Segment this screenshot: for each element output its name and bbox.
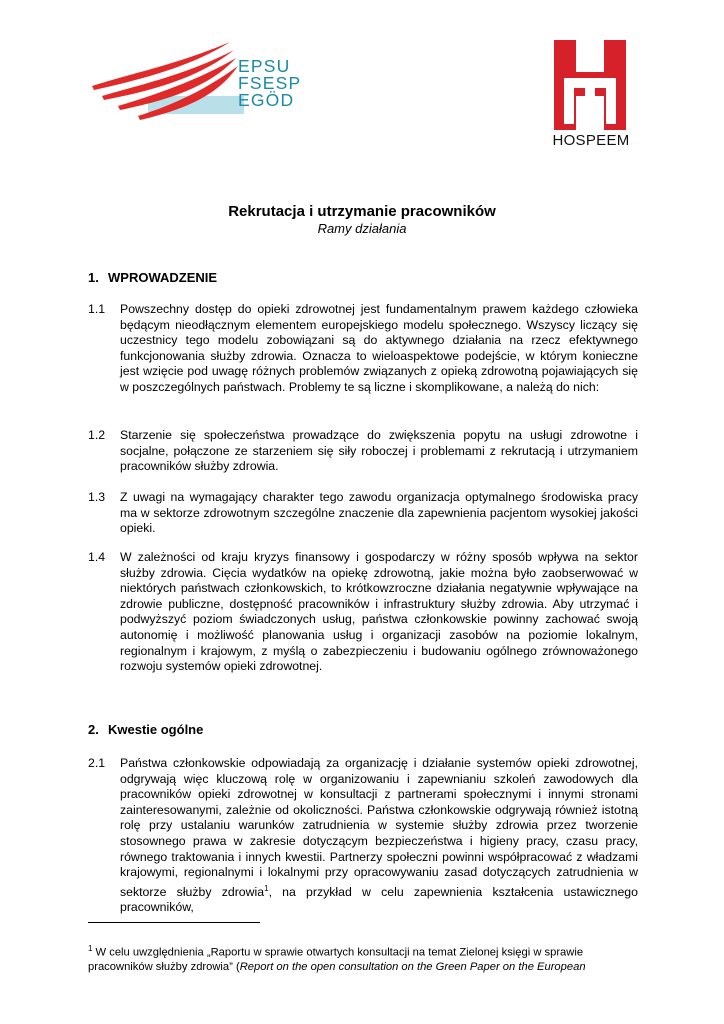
footnote-reference[interactable]: 1 <box>264 883 269 893</box>
footnote-divider <box>88 922 260 923</box>
paragraph-text: W zależności od kraju kryzys finansowy i gospodarczy w różny sposób wpływa na sektor służby zdrowia. Cięcia wydatków na opiekę zdrowotną, jakie można było zaobserwować w niektórych państwach członkowskich, to krótkowzroczne działania negatywnie wpływające na zdrowie publiczne, dostępność pracowników i infrastruktury służby zdrowia. Aby utrzymać i podwyższyć poziom świadczonych usług, państwa członkowskie powinny zachować swoją autonomię i możliwość planowania usług i organizacji zasobów na poziomie lokalnym, regionalnym i krajowym, z myślą o zabezpieczeniu i budowaniu ogólnego zrównoważonego rozwoju systemów opieki zdrowotnej. <box>120 550 638 674</box>
footnote-text: W celu uwzględnienia „Raportu w sprawie otwartych konsultacji na temat Zielonej księgi w sprawie pracowników służby zdrowia” ( <box>88 946 584 973</box>
paragraph <box>88 756 638 916</box>
paragraph <box>88 428 638 475</box>
paragraph <box>88 302 638 396</box>
section-heading <box>88 270 217 285</box>
paragraph-text-main: Państwa członkowskie odpowiadają za organizację i działanie systemów opieki zdrowotnej, odgrywają więc kluczową rolę w organizowaniu i zapewnianiu szkoleń zawodowych dla pracowników opieki zdrowotnej w konsultacji z partnerami społecznymi i innymi stronami zainteresowanymi, zależnie od okoliczności. Państwa członkowskie odgrywają również istotną rolę przy ustalaniu warunków zatrudnienia w systemie służby zdrowia przez tworzenie stosownego prawa w zakresie dotyczącym bezpieczeństwa i higieny pracy, czasu pracy, równego traktowania i innych kwestii. Partnerzy społeczni powinni współpracować z władzami krajowymi, regionalnymi i lokalnymi przy opracowywaniu zasad dotyczących zatrudnienia w sektorze służby zdrowia <box>120 756 638 899</box>
paragraph-number: 2.1 <box>88 756 106 770</box>
paragraph <box>88 490 638 537</box>
epsu-line: EPSU <box>238 56 291 76</box>
hospeem-label: HOSPEEM <box>552 132 630 149</box>
epsu-wordmark <box>238 58 301 109</box>
section-heading <box>88 722 203 737</box>
paragraph-text: Z uwagi na wymagający charakter tego zawodu organizacja optymalnego środowiska pracy ma w sektorze zdrowotnym szczególne znaczenie dla zapewnienia pacjentom wysokiej jakości opieki. <box>120 490 638 536</box>
paragraph-number: 1.2 <box>88 428 106 442</box>
paragraph <box>88 550 638 675</box>
fsesp-line: FSESP <box>238 73 302 93</box>
paragraph-text: Starzenie się społeczeństwa prowadzące do zwiększenia popytu na usługi zdrowotne i socjalne, połączone ze starzeniem się siły roboczej i problemami z rekrutacją i utrzymaniem pracowników służby zdrowia. <box>120 428 638 474</box>
egod-line: EGÖD <box>238 90 295 110</box>
section-number: 2. <box>88 722 99 737</box>
footnote-number: 1 <box>88 944 93 953</box>
paragraph-text-continued: , na przykład w celu zapewnienia kształcenia ustawicznego pracowników, <box>120 884 638 915</box>
footnote-italic-text: Report on the open consultation on the Green Paper on the European <box>239 960 586 973</box>
section-title: Kwestie ogólne <box>108 722 204 737</box>
paragraph-number: 1.1 <box>88 302 106 316</box>
footnote <box>88 942 640 974</box>
section-title: WPROWADZENIE <box>108 270 218 285</box>
paragraph-text <box>120 756 638 916</box>
paragraph-number: 1.3 <box>88 490 106 504</box>
paragraph-number: 1.4 <box>88 550 106 564</box>
document-subtitle: Ramy działania <box>317 221 407 236</box>
paragraph-text: Powszechny dostęp do opieki zdrowotnej jest fundamentalnym prawem każdego człowieka będącym nieodłącznym elementem europejskiego modelu społecznego. Wszyscy liczący się uczestnicy tego modelu zobowiązani są do aktywnego działania na rzecz efektywnego funkcjonowania służby zdrowia. Oznacza to wieloaspektowe podejście, w którym konieczne jest wzięcie pod uwagę różnych problemów związanych z opieką zdrowotną pojawiających się w poszczególnych państwach. Problemy te są liczne i skomplikowane, a należą do nich: <box>120 302 638 394</box>
document-title: Rekrutacja i utrzymanie pracowników <box>228 203 496 220</box>
section-number: 1. <box>88 270 99 285</box>
